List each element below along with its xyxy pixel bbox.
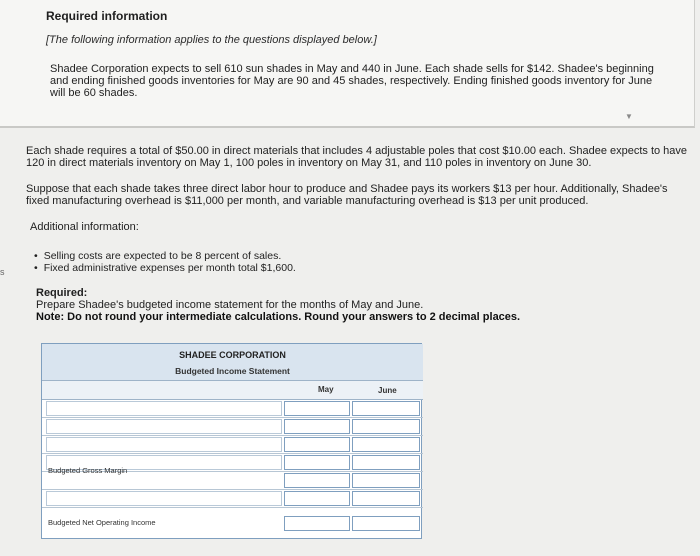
column-may: May (318, 385, 334, 394)
statement-header (42, 344, 423, 380)
intro-paragraph: Shadee Corporation expects to sell 610 sun shades in May and 440 in June. Each shade sells for $142. Shadee's beginning and ending finished goods inventories for May are 90 and 45 shades, respectively. Ending finished goods inventory for June will be 60 shades. (50, 63, 654, 99)
may-amount-input[interactable] (284, 419, 350, 434)
may-amount-input[interactable] (284, 473, 350, 488)
june-amount-input[interactable] (352, 419, 420, 434)
list-item: • Selling costs are expected to be 8 percent of sales. (34, 250, 296, 262)
row-label-input[interactable] (46, 401, 282, 416)
june-amount-input[interactable] (352, 516, 420, 531)
table-row (42, 418, 423, 436)
june-amount-input[interactable] (352, 437, 420, 452)
table-row (42, 400, 423, 418)
list-item: • Fixed administrative expenses per month total $1,600. (34, 262, 296, 274)
required-block (36, 287, 520, 323)
company-name: SHADEE CORPORATION (179, 350, 286, 360)
may-amount-input[interactable] (284, 491, 350, 506)
collapse-chevron-icon[interactable]: ▼ (625, 112, 633, 121)
info-applies-note: [The following information applies to the questions displayed below.] (46, 34, 377, 46)
net-operating-income-label: Budgeted Net Operating Income (48, 518, 156, 527)
june-amount-input[interactable] (352, 491, 420, 506)
additional-info-list (34, 250, 296, 274)
rounding-note: Note: Do not round your intermediate calculations. Round your answers to 2 decimal places. (36, 311, 521, 323)
gross-margin-label: Budgeted Gross Margin (48, 466, 128, 475)
table-row-gross-margin (42, 454, 423, 475)
may-amount-input[interactable] (284, 437, 350, 452)
may-amount-input[interactable] (284, 401, 350, 416)
side-mark: s (0, 267, 5, 277)
table-row-gross-margin-values (42, 472, 423, 490)
labor-overhead-paragraph: Suppose that each shade takes three direct labor hour to produce and Shadee pays its workers $13 per hour. Additionally, Shadee's fixed manufacturing overhead is $11,000 per month, and variable manufacturing overhead is $13 per unit produced. (26, 183, 668, 207)
table-row-net-operating-income (42, 508, 423, 526)
required-instruction: Prepare Shadee's budgeted income statement for the months of May and June. (36, 299, 424, 311)
row-label-input[interactable] (46, 437, 282, 452)
additional-info-label: Additional information: (30, 221, 139, 233)
budgeted-income-statement-table (41, 343, 422, 539)
june-amount-input[interactable] (352, 401, 420, 416)
required-information-panel (0, 0, 695, 128)
column-june: June (378, 386, 397, 395)
required-information-title: Required information (46, 9, 168, 23)
table-row (42, 490, 423, 508)
direct-materials-paragraph: Each shade requires a total of $50.00 in direct materials that includes 4 adjustable poles that cost $10.00 each. Shadee expects to have 120 in direct materials inventory on May 1, 100 poles in inventory on May 31, and 110 poles in inventory on June 30. (26, 145, 688, 169)
table-row (42, 436, 423, 454)
column-header-row (42, 380, 423, 400)
required-label: Required: (36, 287, 88, 299)
may-amount-input[interactable] (284, 516, 350, 531)
june-amount-input[interactable] (352, 473, 420, 488)
row-label-input[interactable] (46, 419, 282, 434)
statement-title: Budgeted Income Statement (175, 366, 290, 376)
row-label-input[interactable] (46, 491, 282, 506)
